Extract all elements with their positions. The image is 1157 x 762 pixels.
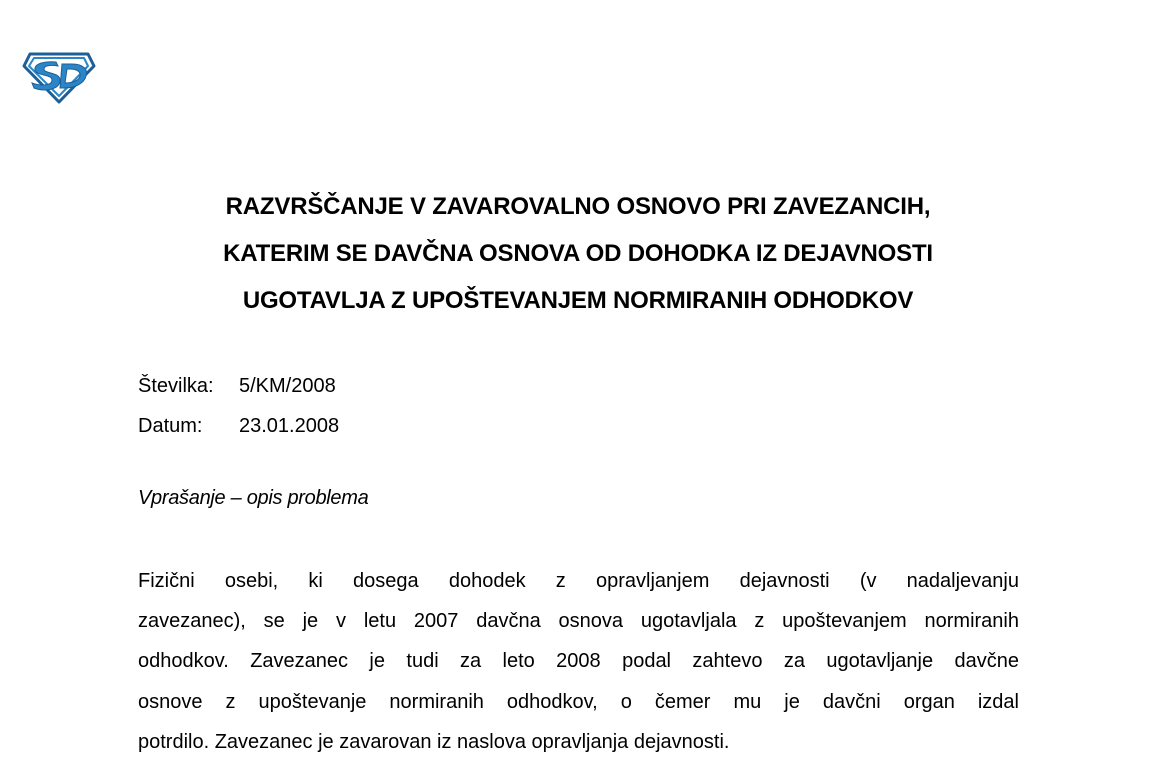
number-value: 5/KM/2008 <box>239 375 336 397</box>
section-heading: Vprašanje – opis problema <box>138 487 369 509</box>
paragraph-line: zavezanec), se je v letu 2007 davčna osnova ugotavljala z upoštevanjem normiranih <box>138 610 1019 633</box>
paragraph-line: potrdilo. Zavezanec je zavarovan iz naslova opravljanja dejavnosti. <box>138 730 730 753</box>
paragraph-line: Fizični osebi, ki dosega dohodek z opravljanjem dejavnosti (v nadaljevanju <box>138 570 1019 592</box>
body-paragraph <box>138 561 1019 762</box>
date-value: 23.01.2008 <box>239 415 340 437</box>
document-meta <box>138 366 339 446</box>
company-logo <box>22 48 96 104</box>
title-line: UGOTAVLJA Z UPOŠTEVANJEM NORMIRANIH ODHODKOV <box>242 287 914 314</box>
paragraph-line: odhodkov. Zavezanec je tudi za leto 2008 podal zahtevo za ugotavljanje davčne <box>138 650 1019 673</box>
meta-number-row <box>138 366 339 406</box>
document-title <box>138 183 1018 324</box>
paragraph-line: osnove z upoštevanje normiranih odhodkov, o čemer mu je davčni organ izdal <box>138 690 1019 713</box>
date-label: Datum: <box>138 415 203 437</box>
title-line: RAZVRŠČANJE V ZAVAROVALNO OSNOVO PRI ZAVEZANCIH, <box>225 193 931 220</box>
meta-date-row <box>138 406 339 446</box>
number-label: Številka: <box>138 375 214 397</box>
title-line: KATERIM SE DAVČNA OSNOVA OD DOHODKA IZ DEJAVNOSTI <box>223 240 933 267</box>
